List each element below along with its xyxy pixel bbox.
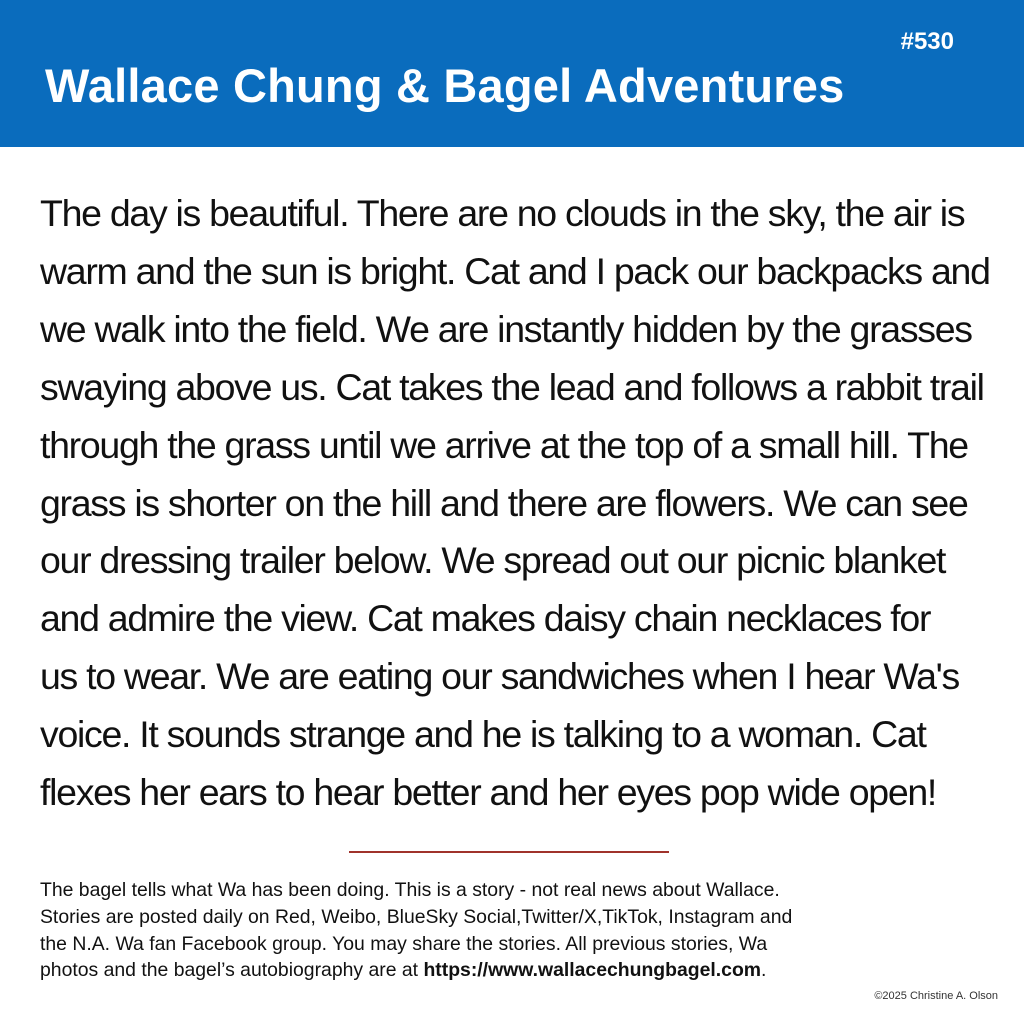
footer-line: the N.A. Wa fan Facebook group. You may share the stories. All previous stories, Wa xyxy=(40,932,768,955)
story-line: voice. It sounds strange and he is talking to a woman. Cat xyxy=(40,713,926,756)
story-number: #530 xyxy=(900,28,954,55)
footer-line xyxy=(40,957,1010,984)
page-title: Wallace Chung & Bagel Adventures xyxy=(45,59,845,112)
story-line: through the grass until we arrive at the top of a small hill. The xyxy=(40,423,968,466)
story-line: our dressing trailer below. We spread out our picnic blanket xyxy=(40,539,946,582)
story-line: and admire the view. Cat makes daisy chain necklaces for xyxy=(40,597,931,640)
story-line: flexes her ears to hear better and her eyes pop wide open! xyxy=(40,771,937,814)
story-line: us to wear. We are eating our sandwiches when I hear Wa's xyxy=(40,655,959,698)
footer-line: The bagel tells what Wa has been doing. This is a story - not real news about Wallace. xyxy=(40,879,780,901)
footer-notice xyxy=(40,877,1010,984)
story-line: swaying above us. Cat takes the lead and follows a rabbit trail xyxy=(40,365,984,408)
story-line: we walk into the field. We are instantly hidden by the grasses xyxy=(40,307,972,350)
copyright-notice: ©2025 Christine A. Olson xyxy=(874,990,998,1002)
story-body xyxy=(40,185,1010,822)
story-line: The day is beautiful. There are no clouds in the sky, the air is xyxy=(40,192,965,234)
divider-line xyxy=(349,851,669,853)
footer-line: Stories are posted daily on Red, Weibo, BlueSky Social,Twitter/X,TikTok, Instagram and xyxy=(40,905,793,928)
header-banner xyxy=(0,0,1024,147)
story-line: grass is shorter on the hill and there are flowers. We can see xyxy=(40,481,968,524)
website-link[interactable]: https://www.wallacechungbagel.com xyxy=(423,959,762,982)
footer-period: . xyxy=(761,959,767,982)
story-line: warm and the sun is bright. Cat and I pack our backpacks and xyxy=(40,249,990,292)
footer-line-text: photos and the bagel’s autobiography are at xyxy=(40,959,424,982)
